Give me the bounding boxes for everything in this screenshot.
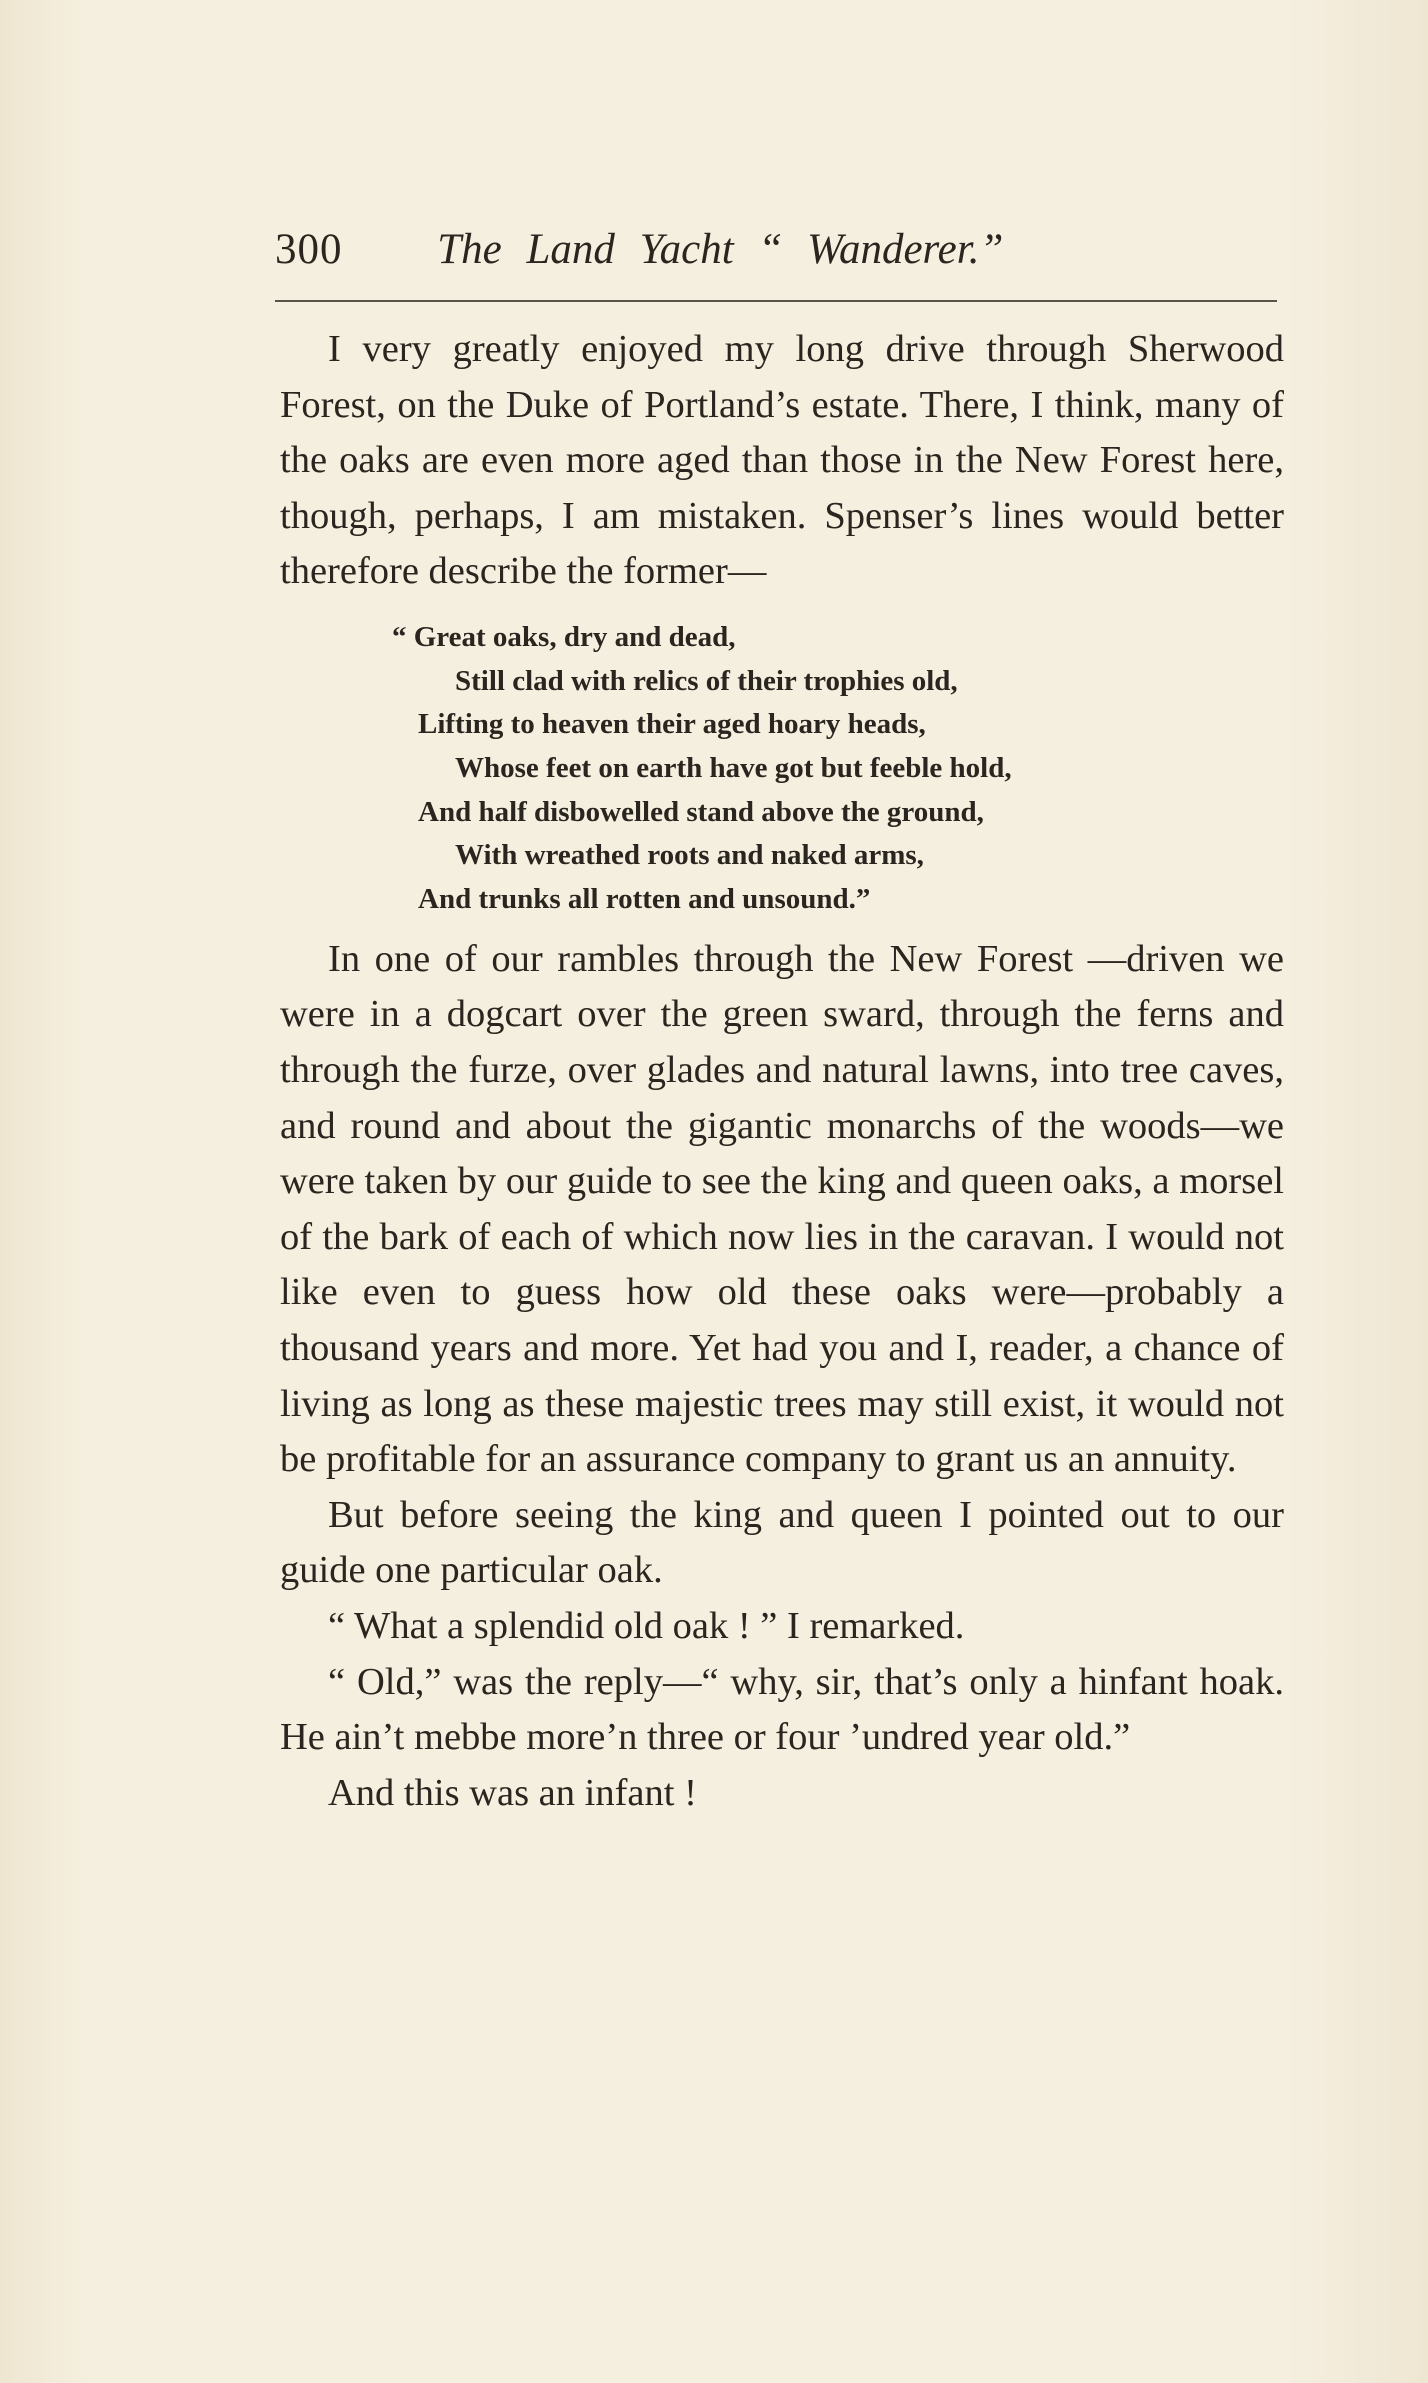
paragraph-sherwood: I very greatly enjoyed my long drive through Sherwood Forest, on the Duke of Portland’s estate. There, I think, many of the oaks are even more aged than those in the New Forest here, though, perhaps, I am mistaken. Spenser’s lines would better therefore describe the former— <box>280 328 1284 593</box>
header-rule <box>275 300 1277 302</box>
poem-line: Still clad with relics of their trophies old, <box>455 664 958 697</box>
paragraph-reply: “ Old,” was the reply—“ why, sir, that’s only a hinfant hoak. He ain’t mebbe more’n three or four ’undred year old.” <box>280 1660 1284 1759</box>
body-text <box>280 322 1284 1821</box>
page-number: 300 <box>275 226 343 273</box>
spenser-quotation <box>280 616 1284 922</box>
poem-line: Lifting to heaven their aged hoary heads, <box>418 708 926 741</box>
paragraph-new-forest: In one of our rambles through the New Forest —driven we were in a dogcart over the green sward, through the ferns and through the furze, over glades and natural lawns, into tree caves, and round and about the gigantic monarchs of the woods—we were taken by our guide to see the king and queen oaks, a morsel of the bark of each of which now lies in the caravan. I would not like even to guess how old these oaks were—probably a thousand years and more. Yet had you and I, reader, a chance of living as long as these majestic trees may still exist, it would not be profitable for an assurance company to grant us an annuity. <box>280 937 1284 1481</box>
paragraph-infant: And this was an infant ! <box>328 1771 697 1814</box>
poem-line: And trunks all rotten and unsound.” <box>418 883 871 916</box>
paragraph-remark: “ What a splendid old oak ! ” I remarked. <box>328 1605 965 1648</box>
poem-line: And half disbowelled stand above the ground, <box>418 795 984 828</box>
poem-line: Whose feet on earth have got but feeble hold, <box>455 752 1012 785</box>
running-title: The Land Yacht “ Wanderer.” <box>437 226 1004 273</box>
page-header <box>275 220 1275 280</box>
paragraph-guide: But before seeing the king and queen I pointed out to our guide one particular oak. <box>280 1493 1284 1592</box>
poem-line: “ Great oaks, dry and dead, <box>392 620 736 653</box>
poem-line: With wreathed roots and naked arms, <box>455 839 924 872</box>
